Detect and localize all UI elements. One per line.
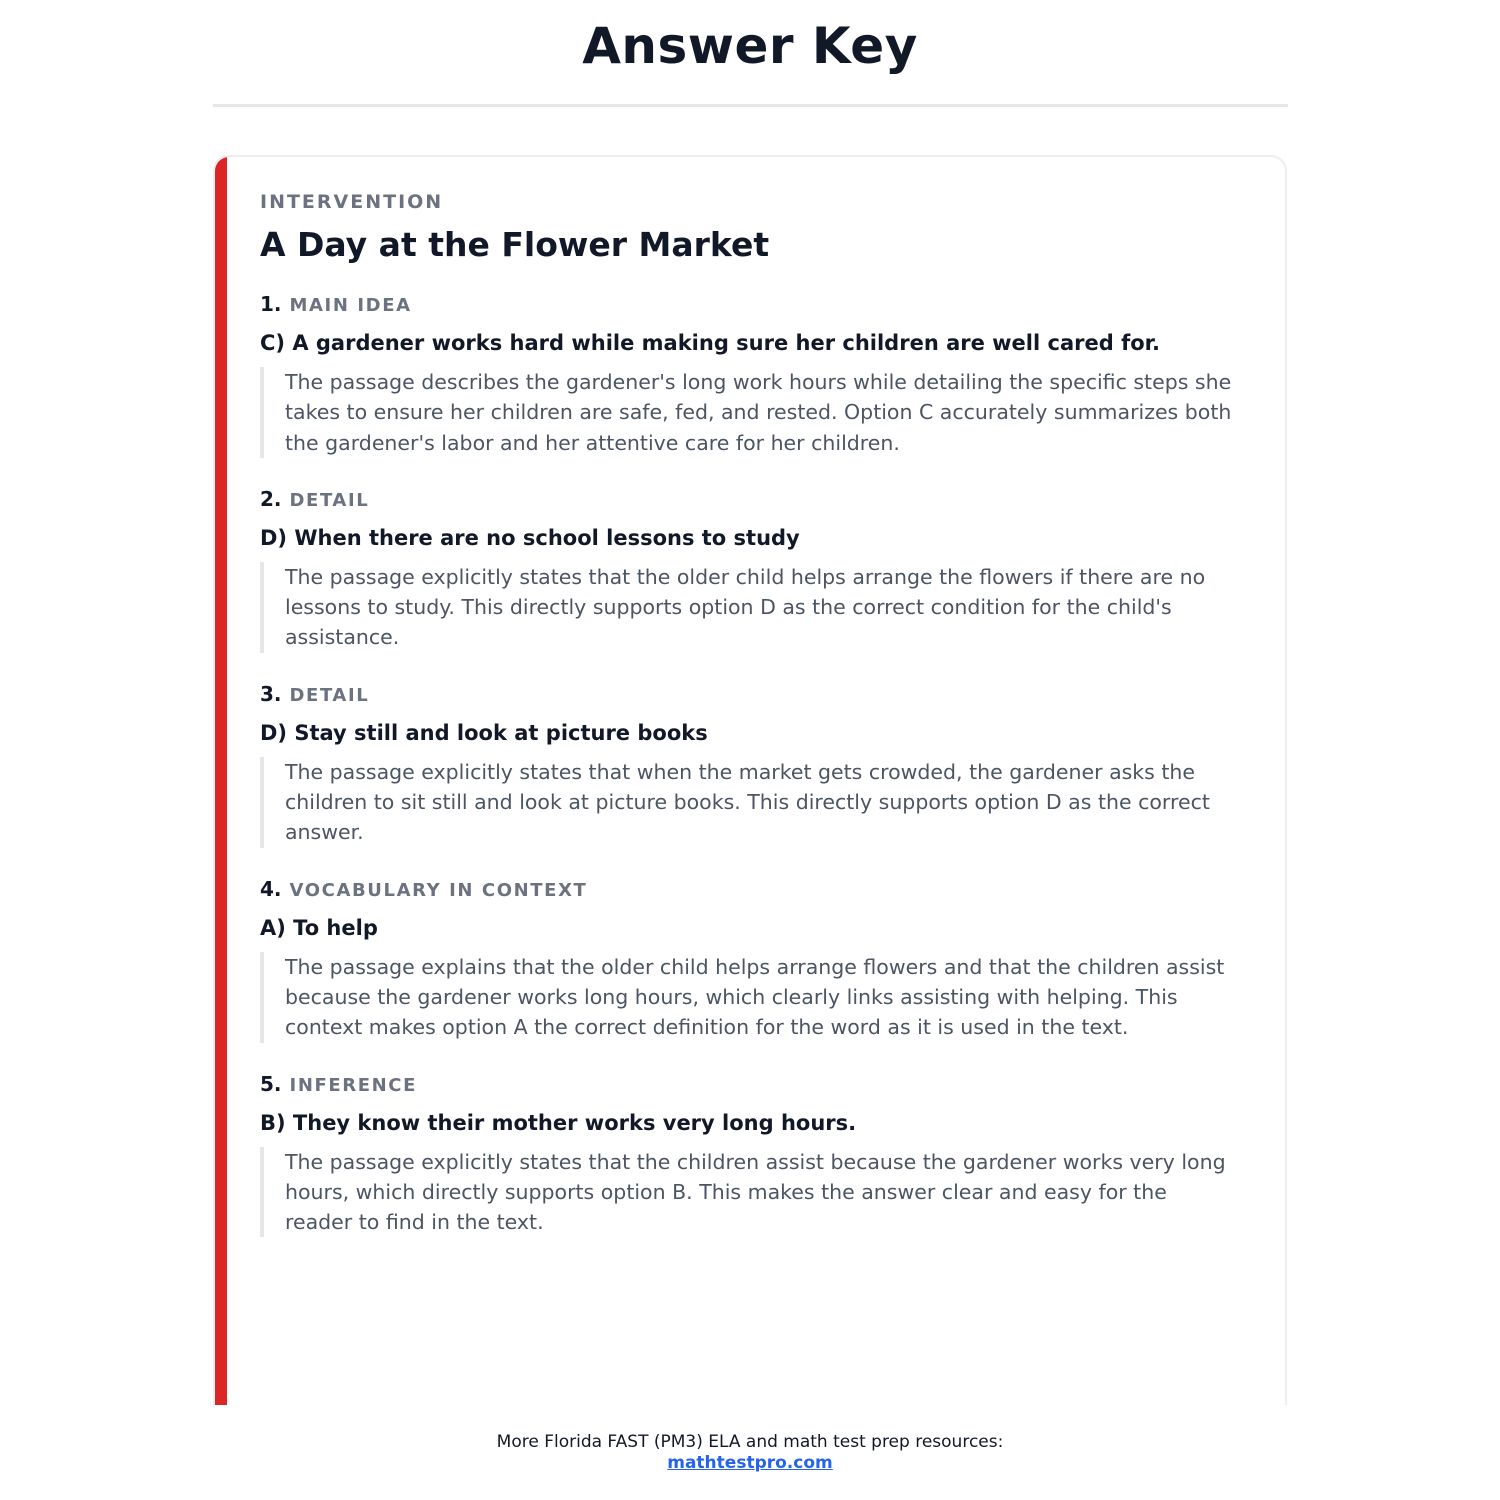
question-number: 2. bbox=[260, 486, 282, 511]
page-title: Answer Key bbox=[582, 17, 918, 75]
question-explanation: The passage explicitly states that the children assist because the gardener works very long hours, which directly supports option B. This makes the answer clear and easy for the reader to find in the text. bbox=[260, 1147, 1240, 1238]
answer-key-card bbox=[213, 155, 1287, 1405]
question-answer: D) When there are no school lessons to study bbox=[260, 525, 800, 550]
question-item bbox=[260, 1069, 1260, 1238]
card-content bbox=[260, 187, 1260, 1263]
question-type: INFERENCE bbox=[289, 1074, 417, 1096]
card-eyebrow: INTERVENTION bbox=[260, 191, 444, 213]
question-answer: B) They know their mother works very long hours. bbox=[260, 1110, 857, 1135]
question-header bbox=[260, 679, 1260, 709]
question-explanation: The passage explicitly states that when the market gets crowded, the gardener asks the children to sit still and look at picture books. This directly supports option D as the correct answer. bbox=[260, 757, 1240, 848]
question-number: 4. bbox=[260, 876, 282, 901]
question-answer: A) To help bbox=[260, 915, 378, 940]
footer bbox=[0, 1432, 1500, 1474]
question-type: DETAIL bbox=[289, 684, 370, 706]
question-type: MAIN IDEA bbox=[289, 295, 412, 316]
question-number: 3. bbox=[260, 681, 282, 706]
question-item bbox=[260, 484, 1260, 653]
question-header bbox=[260, 1069, 1260, 1099]
question-item bbox=[260, 289, 1260, 458]
question-header bbox=[260, 484, 1260, 514]
question-number: 1. bbox=[260, 292, 282, 316]
passage-title: A Day at the Flower Market bbox=[260, 225, 770, 264]
question-type: DETAIL bbox=[289, 489, 370, 511]
question-number: 5. bbox=[260, 1071, 282, 1096]
question-explanation: The passage explains that the older child helps arrange flowers and that the children assist because the gardener works long hours, which clearly links assisting with helping. This context makes option A the correct definition for the word as it is used in the text. bbox=[260, 952, 1240, 1043]
footer-link[interactable]: mathtestpro.com bbox=[667, 1453, 833, 1473]
question-item bbox=[260, 679, 1260, 848]
footer-text: More Florida FAST (PM3) ELA and math test prep resources: bbox=[496, 1432, 1004, 1452]
title-divider bbox=[213, 104, 1288, 107]
question-answer: D) Stay still and look at picture books bbox=[260, 720, 708, 745]
question-type: VOCABULARY IN CONTEXT bbox=[289, 879, 588, 901]
question-explanation: The passage explicitly states that the older child helps arrange the flowers if there are no lessons to study. This directly supports option D as the correct condition for the child's assistance. bbox=[260, 562, 1240, 653]
card-accent-bar bbox=[215, 157, 227, 1405]
question-answer: C) A gardener works hard while making sure her children are well cared for. bbox=[260, 331, 1160, 355]
question-explanation: The passage describes the gardener's long work hours while detailing the specific steps she takes to ensure her children are safe, fed, and rested. Option C accurately summarizes both the gardener's labor and her attentive care for her children. bbox=[260, 367, 1240, 458]
question-header bbox=[260, 874, 1260, 904]
question-header bbox=[260, 289, 1260, 319]
question-item bbox=[260, 874, 1260, 1043]
